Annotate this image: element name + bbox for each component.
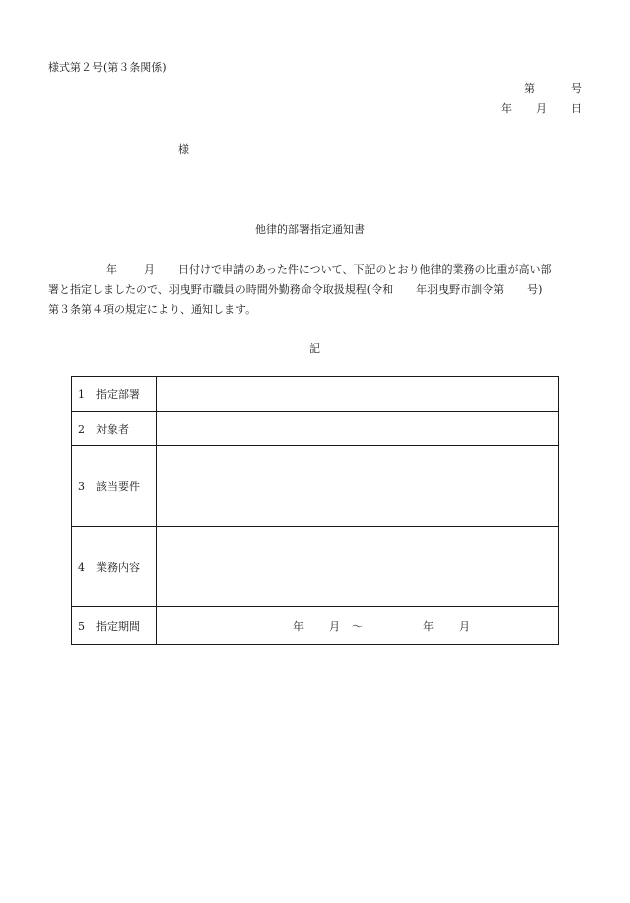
body-line-2-b: 年羽曳野市訓令第 [416, 283, 505, 296]
date-month-label: 月 [536, 102, 547, 115]
period-end-year: 年 [423, 619, 434, 633]
value-cell-work-content[interactable] [157, 527, 559, 607]
body-line-2-a: 署と指定しましたので、羽曳野市職員の時間外勤務命令取扱規程(令和 [48, 283, 394, 296]
table-row [72, 607, 559, 645]
doc-no-suffix: 号 [571, 82, 582, 95]
row-label-text: 該当要件 [96, 480, 140, 493]
body-line-2-c: 号) [527, 283, 543, 296]
body-month-label: 月 [144, 263, 155, 276]
issue-date [501, 100, 582, 116]
value-cell-department[interactable] [157, 377, 559, 412]
table-row [72, 446, 559, 527]
value-cell-target[interactable] [157, 412, 559, 446]
body-line-3: 第３条第４項の規定により、通知します。 [48, 303, 257, 316]
row-label-period [72, 607, 157, 645]
document-number [524, 80, 582, 96]
row-label-text: 対象者 [96, 422, 129, 436]
row-number: 5 [78, 619, 85, 633]
body-year-label: 年 [106, 263, 117, 276]
row-number: 2 [78, 422, 85, 436]
row-label-target [72, 412, 157, 446]
row-label-work-content [72, 527, 157, 607]
row-number: 1 [78, 388, 85, 401]
row-label-text: 指定期間 [96, 619, 140, 633]
addressee-honorific: 様 [178, 143, 189, 156]
row-label-text: 指定部署 [96, 388, 140, 401]
date-day-label: 日 [571, 102, 582, 115]
value-cell-requirements[interactable] [157, 446, 559, 527]
row-number: 3 [78, 480, 85, 493]
body-line-1 [106, 261, 551, 277]
row-label-requirements [72, 446, 157, 527]
row-label-department [72, 377, 157, 412]
document-title: 他律的部署指定通知書 [255, 223, 365, 236]
form-number: 様式第２号(第３条関係) [48, 61, 167, 74]
ki-heading: 記 [309, 342, 320, 355]
designation-table [71, 376, 559, 645]
date-year-label: 年 [501, 102, 512, 115]
row-number: 4 [78, 560, 85, 574]
value-cell-period[interactable] [157, 607, 559, 645]
period-start-year: 年 [293, 619, 304, 633]
table-row [72, 527, 559, 607]
period-end-month: 月 [459, 619, 470, 633]
period-tilde: ～ [352, 619, 363, 633]
body-line-1-text: 日付けで申請のあった件について、下記のとおり他律的業務の比重が高い部 [178, 263, 552, 276]
table-row [72, 412, 559, 446]
table-row [72, 377, 559, 412]
body-line-2 [48, 281, 542, 297]
row-label-text: 業務内容 [96, 560, 140, 574]
period-start-month: 月 [329, 619, 340, 633]
doc-no-prefix: 第 [524, 82, 535, 95]
